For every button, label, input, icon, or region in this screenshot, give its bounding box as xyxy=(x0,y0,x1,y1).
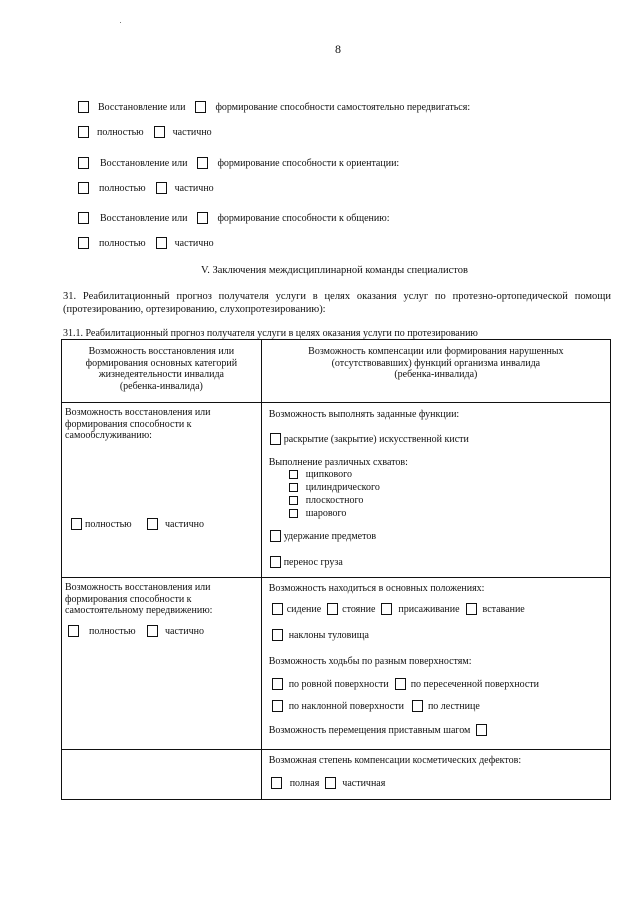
sitting-checkbox[interactable] xyxy=(272,603,283,615)
table-row-cosmetic xyxy=(62,750,611,800)
restore-label: Восстановление или xyxy=(100,157,188,169)
table-caption: 31.1. Реабилитационный прогноз получателя услуги в целях оказания услуги по протезированию xyxy=(63,328,478,339)
grip-label: шарового xyxy=(305,508,347,519)
table-row-self-care xyxy=(62,403,611,578)
left-line: формирования способности к xyxy=(65,418,192,430)
self-care-full-option[interactable] xyxy=(71,518,132,530)
sidestep-row xyxy=(269,724,488,736)
positions-row xyxy=(272,603,525,615)
header-left-line: формирования основных категорий xyxy=(85,357,238,369)
flat-surface-label: по ровной поверхности xyxy=(288,678,389,690)
grips-title: Выполнение различных схватов: xyxy=(268,457,408,468)
header-left xyxy=(62,340,262,403)
left-line: самостоятельному передвижению: xyxy=(65,605,213,616)
top-option-2-degree xyxy=(78,182,214,194)
cosmetic-right xyxy=(261,750,610,800)
self-care-left xyxy=(62,403,262,578)
functions-title: Возможность выполнять заданные функции: xyxy=(268,409,460,420)
grip-checkbox[interactable] xyxy=(289,496,298,505)
carry-option[interactable] xyxy=(270,556,343,568)
walking-title: Возможность ходьбы по разным поверхностям: xyxy=(268,656,472,667)
hold-option[interactable] xyxy=(270,530,376,542)
cosmetic-full-checkbox[interactable] xyxy=(271,777,282,789)
full-checkbox[interactable] xyxy=(71,518,82,530)
paragraph-31: 31. Реабилитационный прогноз получателя услуги в целях оказания услуг по протезно-ортопедической помощи (протезированию, ортезированию, слухопротезированию): xyxy=(63,291,611,315)
partial-label: частично xyxy=(172,126,212,138)
partial-label: частично xyxy=(174,237,214,249)
grip-label: цилиндрического xyxy=(305,482,380,493)
partial-label: частично xyxy=(165,518,205,530)
restore-checkbox[interactable] xyxy=(78,212,89,224)
self-care-right xyxy=(261,403,610,578)
full-checkbox[interactable] xyxy=(78,126,89,138)
left-line: формирования способности к xyxy=(65,593,192,605)
bend-label: наклоны туловища xyxy=(288,629,369,641)
table-row-movement xyxy=(62,578,611,750)
standing-checkbox[interactable] xyxy=(327,603,338,615)
partial-checkbox[interactable] xyxy=(154,126,165,138)
grip-checkbox[interactable] xyxy=(289,470,298,479)
partial-label: частично xyxy=(174,182,214,194)
partial-checkbox[interactable] xyxy=(156,237,167,249)
sitting-label: сидение xyxy=(286,603,322,615)
scan-mark xyxy=(120,22,121,23)
surfaces-row-2 xyxy=(272,700,480,712)
sidestep-label: Возможность перемещения приставным шагом xyxy=(268,724,471,736)
movement-partial-option[interactable] xyxy=(147,625,204,637)
grip-checkbox[interactable] xyxy=(289,483,298,492)
cosmetic-options xyxy=(271,777,386,789)
header-right-line: (ребенка-инвалида) xyxy=(394,369,478,380)
restore-label: Восстановление или xyxy=(98,101,186,113)
hold-label: удержание предметов xyxy=(283,530,377,542)
partial-checkbox[interactable] xyxy=(147,518,158,530)
rising-checkbox[interactable] xyxy=(466,603,477,615)
page-number: 8 xyxy=(335,42,341,56)
grip-option[interactable] xyxy=(289,508,347,519)
stairs-label: по лестнице xyxy=(427,700,480,712)
squatting-label: присаживание xyxy=(398,603,460,615)
bend-option[interactable] xyxy=(272,629,369,641)
top-option-2 xyxy=(78,157,399,169)
cosmetic-partial-checkbox[interactable] xyxy=(325,777,336,789)
rough-surface-checkbox[interactable] xyxy=(395,678,406,690)
stairs-checkbox[interactable] xyxy=(412,700,423,712)
full-checkbox[interactable] xyxy=(68,625,79,637)
bend-checkbox[interactable] xyxy=(272,629,283,641)
movement-right xyxy=(261,578,610,750)
header-right-line: (отсутствовавших) функций организма инвалида xyxy=(331,357,541,369)
grip-label: щипкового xyxy=(305,469,352,480)
self-care-partial-option[interactable] xyxy=(147,518,204,530)
standing-label: стояние xyxy=(342,603,376,615)
form-checkbox[interactable] xyxy=(197,157,208,169)
left-line: самообслуживанию: xyxy=(65,430,152,441)
cosmetic-left xyxy=(62,750,262,800)
flat-surface-checkbox[interactable] xyxy=(272,678,283,690)
incline-surface-label: по наклонной поверхности xyxy=(288,700,404,712)
full-checkbox[interactable] xyxy=(78,237,89,249)
hand-open-checkbox[interactable] xyxy=(270,433,281,445)
full-label: полностью xyxy=(99,237,146,249)
left-line: Возможность восстановления или xyxy=(65,407,211,418)
hand-open-label: раскрытие (закрытие) искусственной кисти xyxy=(283,433,469,445)
top-option-1-degree xyxy=(78,126,212,138)
header-right-line: Возможность компенсации или формирования нарушенных xyxy=(308,346,564,357)
full-label: полностью xyxy=(99,182,146,194)
form-checkbox[interactable] xyxy=(195,101,206,113)
positions-title: Возможность находиться в основных положениях: xyxy=(268,583,485,594)
partial-label: частично xyxy=(165,625,205,637)
restore-checkbox[interactable] xyxy=(78,101,89,113)
grip-option[interactable] xyxy=(289,482,380,493)
movement-full-option[interactable] xyxy=(68,625,136,637)
header-left-line: жизнедеятельности инвалида xyxy=(98,369,224,380)
cosmetic-full-label: полная xyxy=(289,777,320,789)
hold-checkbox[interactable] xyxy=(270,530,281,542)
full-label: полностью xyxy=(97,126,144,138)
carry-label: перенос груза xyxy=(283,556,343,568)
surfaces-row-1 xyxy=(272,678,539,690)
header-left-line: Возможность восстановления или xyxy=(88,346,235,357)
header-left-line: (ребенка-инвалида) xyxy=(119,380,203,392)
section-heading: V. Заключения междисциплинарной команды специалистов xyxy=(201,265,468,276)
incline-surface-checkbox[interactable] xyxy=(272,700,283,712)
left-line: Возможность восстановления или xyxy=(65,582,211,593)
partial-checkbox[interactable] xyxy=(156,182,167,194)
header-right xyxy=(261,340,610,403)
restore-checkbox[interactable] xyxy=(78,157,89,169)
cosmetic-partial-label: частичная xyxy=(342,777,386,789)
rising-label: вставание xyxy=(482,603,525,615)
form-label: формирование способности к общению: xyxy=(217,212,390,224)
grip-option[interactable] xyxy=(289,469,352,480)
prognosis-table xyxy=(61,339,611,800)
hand-open-option[interactable] xyxy=(270,433,469,445)
grip-option[interactable] xyxy=(289,495,364,506)
form-label: формирование способности самостоятельно передвигаться: xyxy=(215,101,471,113)
full-label: полностью xyxy=(89,625,136,637)
carry-checkbox[interactable] xyxy=(270,556,281,568)
restore-label: Восстановление или xyxy=(100,212,188,224)
top-option-3-degree xyxy=(78,237,214,249)
grip-checkbox[interactable] xyxy=(289,509,298,518)
cosmetic-title: Возможная степень компенсации косметических дефектов: xyxy=(268,755,522,766)
squatting-checkbox[interactable] xyxy=(381,603,392,615)
full-label: полностью xyxy=(85,518,132,530)
sidestep-checkbox[interactable] xyxy=(476,724,487,736)
partial-checkbox[interactable] xyxy=(147,625,158,637)
rough-surface-label: по пересеченной поверхности xyxy=(410,678,540,690)
top-option-1 xyxy=(78,101,470,113)
form-checkbox[interactable] xyxy=(197,212,208,224)
table-header-row xyxy=(62,340,611,403)
movement-left xyxy=(62,578,262,750)
full-checkbox[interactable] xyxy=(78,182,89,194)
form-label: формирование способности к ориентации: xyxy=(217,157,400,169)
top-option-3 xyxy=(78,212,389,224)
grip-label: плоскостного xyxy=(305,495,364,506)
